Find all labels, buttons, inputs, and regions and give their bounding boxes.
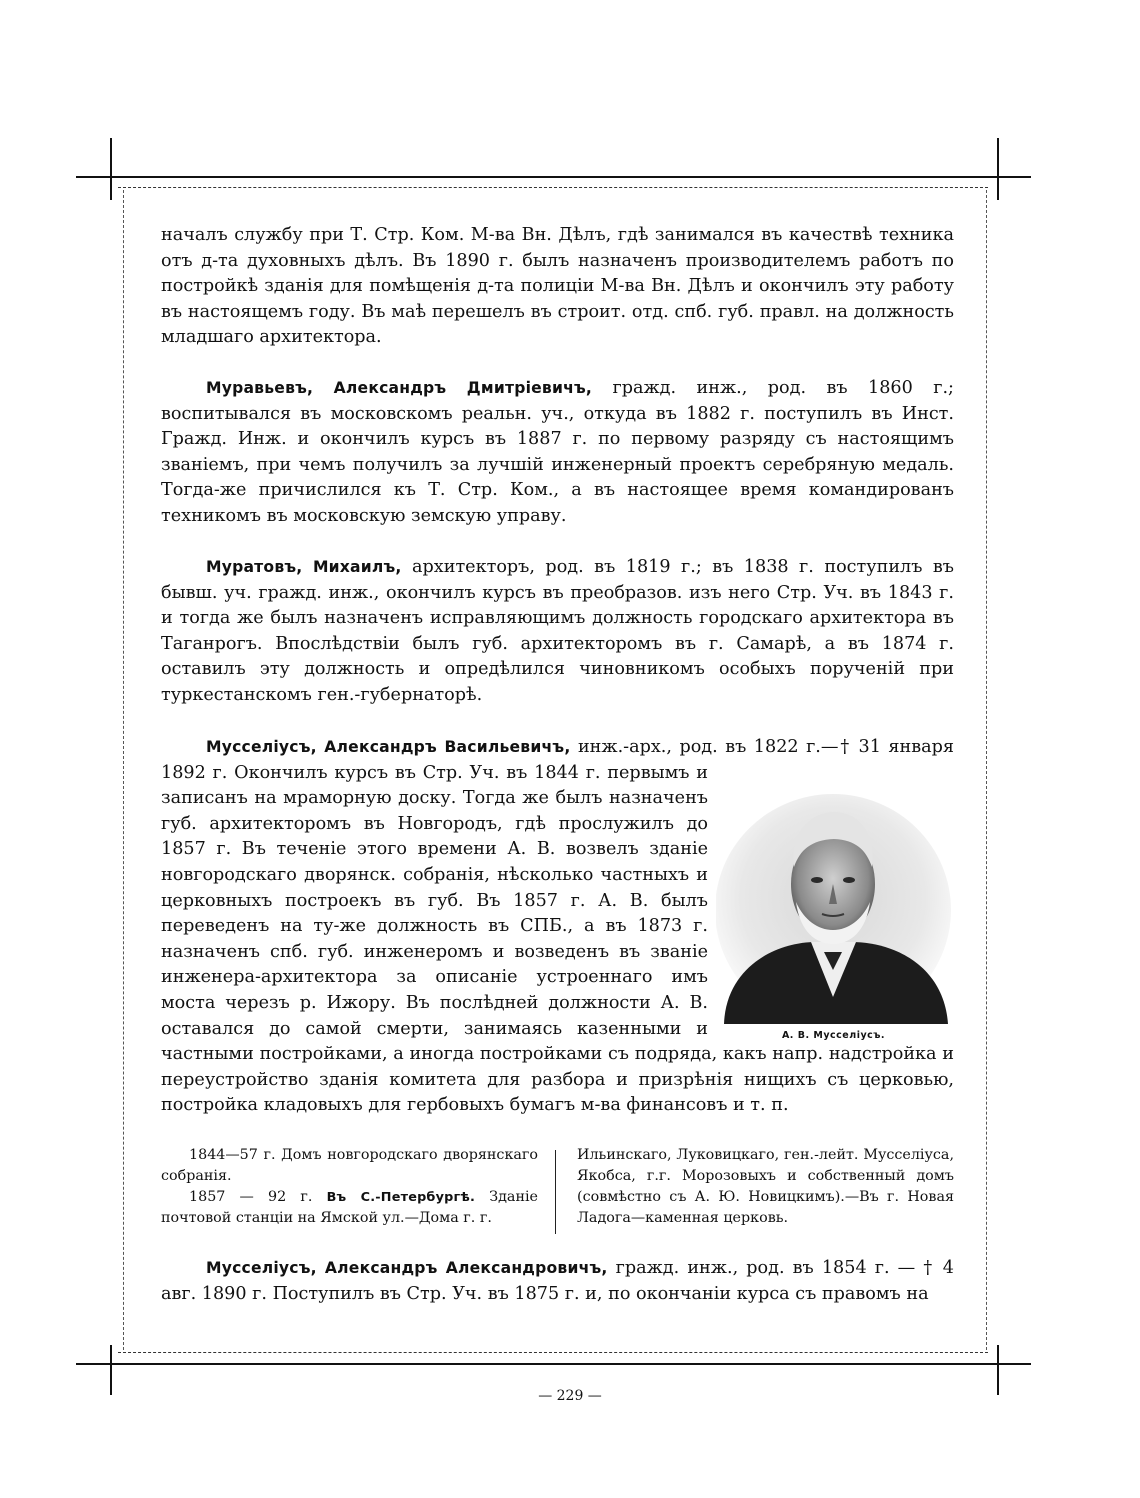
entry-name: Муравьевъ, Александръ Дмитріевичъ,	[206, 379, 593, 397]
entry-musselius-aa	[161, 1256, 954, 1307]
top-frame-rule	[76, 176, 1031, 178]
works-left-column	[161, 1145, 538, 1229]
paragraph-continuation	[161, 223, 954, 351]
top-dashed-border	[118, 187, 988, 188]
entry-muratov	[161, 555, 954, 709]
column-divider	[555, 1150, 556, 1234]
works-right-column	[577, 1145, 954, 1229]
entry-muravyev	[161, 376, 954, 530]
entry-name: Мусселіусъ, Александръ Александровичъ,	[206, 1259, 608, 1277]
left-dashed-border	[123, 190, 124, 1350]
bottom-frame-rule	[76, 1363, 1031, 1365]
portrait-image	[716, 792, 951, 1024]
left-frame-rule-top	[110, 138, 112, 200]
works-years: 1857 — 92 г.	[189, 1189, 327, 1205]
works-item: Ильинскаго, Луковицкаго, ген.-лейт. Мусселіуса, Якобса, г.г. Морозовыхъ и собственный домъ (совмѣстно съ А. Ю. Новицкимъ).—Въ г. Новая Ладога—каменная церковь.	[577, 1147, 954, 1226]
entry-name: Муратовъ, Михаилъ,	[206, 558, 402, 576]
portrait-caption: А. В. Мусселіусъ.	[781, 1030, 886, 1041]
entry-text: инж.-арх., род. въ 1822 г.—† 31 января 1892 г. Окончилъ курсъ въ Стр. Уч. въ 1844 г. первымъ и записанъ на мраморную доску. Тогда же былъ назначенъ губ. архитекторомъ въ Новгородъ, гдѣ прослужилъ до 1857 г. Въ теченіе этого времени А. В. возвелъ зданіе новгородскаго дворянск. собранія, нѣсколько частныхъ и церковныхъ построекъ въ губ. Въ 1857 г. А. В. былъ переведенъ на ту-же должность въ СПБ., а въ 1873 г. назначенъ спб. губ. инженеромъ и возведенъ въ званіе инженера-архитектора за описаніе устроеннаго имъ моста черезъ р. Ижору. Въ послѣдней должности А. В. оставался до самой смерти, занимаясь казенными и частными постройками, а иногда постройками съ подряда, какъ напр. надстройка и переустройство зданія комитета для разбора и призрѣнія нищихъ съ церковью, постройка кладовыхъ для гербовыхъ бумагъ м-ва финансовъ и т. п.	[161, 737, 954, 1116]
bottom-dashed-border	[118, 1352, 988, 1353]
paragraph-text: началъ службу при Т. Стр. Ком. М-ва Вн. Дѣлъ, гдѣ занимался въ качествѣ техника отъ д-та духовныхъ дѣлъ. Въ 1890 г. былъ назначенъ производителемъ работъ по постройкѣ зданія для помѣщенія д-та полиціи М-ва Вн. Дѣлъ и окончилъ эту работу въ настоящемъ году. Въ маѣ перешелъ въ строит. отд. спб. губ. правл. на должность младшаго архитектора.	[161, 225, 954, 348]
works-text: Зданіе почтовой станціи на Ямской ул.—Дома г. г.	[161, 1189, 539, 1226]
right-dashed-border	[986, 190, 987, 1350]
entry-text: гражд. инж., род. въ 1854 г. — † 4 авг. 1890 г. Поступилъ въ Стр. Уч. въ 1875 г. и, по окончаніи курса съ правомъ на	[161, 1258, 954, 1304]
right-frame-rule-top	[997, 138, 999, 200]
entry-text: гражд. инж., род. въ 1860 г.; воспитывался въ московскомъ реальн. уч., откуда въ 1882 г. поступилъ въ Инст. Гражд. Инж. и окончилъ курсъ въ 1887 г. по первому разряду съ настоящимъ званіемъ, при чемъ получилъ за лучшій инженерный проектъ серебряную медаль. Тогда-же причислился къ Т. Стр. Ком., а въ настоящее время командированъ техникомъ въ московскую земскую управу.	[161, 378, 954, 526]
works-city: Въ С.-Петербургѣ.	[326, 1190, 476, 1205]
entry-name: Мусселіусъ, Александръ Васильевичъ,	[206, 738, 571, 756]
works-item: 1844—57 г. Домъ новгородскаго дворянскаго собранія.	[161, 1147, 538, 1184]
entry-text: архитекторъ, род. въ 1819 г.; въ 1838 г. поступилъ въ бывш. уч. гражд. инж., окончилъ курсъ въ преобразов. изъ него Стр. Уч. въ 1843 г. и тогда же былъ назначенъ исправляющимъ должность городскаго архитектора въ Таганрогъ. Впослѣдствіи былъ губ. архитекторомъ въ г. Самарѣ, а въ 1874 г. оставилъ эту должность и опредѣлился чиновникомъ особыхъ порученій при туркестанскомъ ген.-губернаторѣ.	[161, 557, 954, 705]
page-number: — 229 —	[538, 1388, 602, 1404]
